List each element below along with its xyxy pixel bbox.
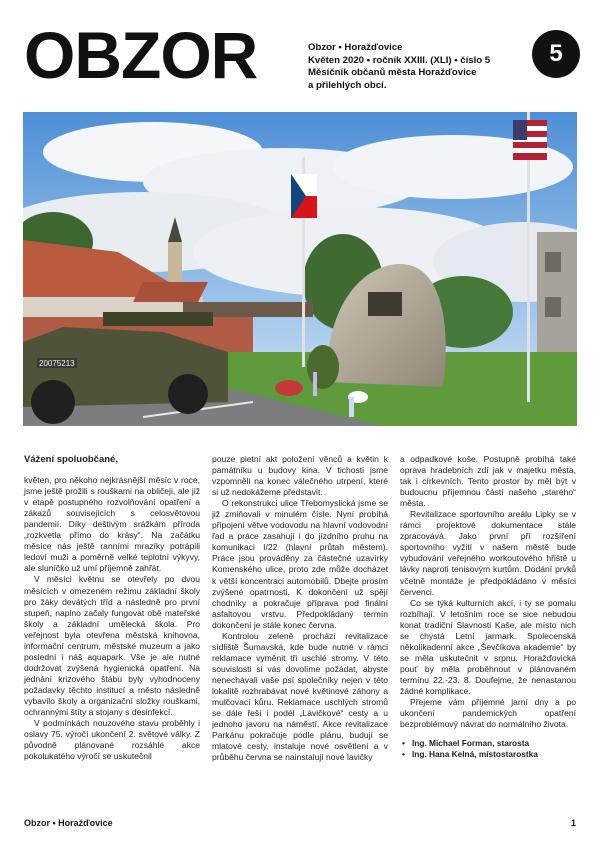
signature-mayor: • Ing. Michael Forman, starosta bbox=[400, 738, 576, 749]
logo: OBZOR bbox=[24, 18, 258, 92]
page-footer bbox=[24, 818, 576, 828]
jeep-plate: 20075213 bbox=[39, 359, 75, 368]
masthead-meta bbox=[308, 42, 490, 92]
paragraph: O rekonstrukci ulice Třebomyslická jsme se již zmiňovali v minulém čísle. Nyní probíhá připojení větve vodovodu na hlavní vodovodní řad a práce zasahují i do jízdního pruhu na komunikaci I/22 (hlavní průtah městem). Práce jsou prováděny za částečné uzavírky Komenského ulice, proto zde může docházet k větší koncentraci automobilů. Dbejte prosím zvýšené opatrnosti. K dokončení už spějí chodníky a pokračuje příprava pod finální asfaltovou vrstvu. Předpokládaný termín dokončení je stále konec června. bbox=[212, 498, 388, 630]
meta-line-4: a přilehlých obcí. bbox=[308, 79, 387, 91]
meta-line-2: Květen 2020 • ročník XXIII. (XLI) • číslo 5 bbox=[308, 54, 491, 66]
paragraph: Kontrolou zeleně prochází revitalizace sídliště Šumavská, kde bude nutné v rámci reklamace vyměnit tři uschlé stromy. V této souvislosti si vás dovolíme požádat, abyste nenechávali vaše psí společníky nejen v této lokalitě rozhrabávat nové květinové záhony a mulčovací kůru. Reklamace uschlých stromů se dále řeší i podél „Lávičkové“ cesty a u jednoho javoru na náměstí. Akce revitalizace Parkánu pokračuje podle plánu, budují se mlatové cesty, instaluje nové osvětlení a v průběhu června se nainstalují nové lavičky bbox=[212, 630, 388, 763]
meta-line-3: Měsíčník občanů města Horažďovice bbox=[308, 67, 477, 78]
footer-publication: Obzor • Horažďovice bbox=[24, 818, 113, 828]
article-column-3 bbox=[400, 454, 576, 760]
cover-photo bbox=[23, 112, 577, 426]
signature-deputy-mayor: • Ing. Hana Kelná, místostarostka bbox=[400, 749, 576, 760]
article-column-1 bbox=[24, 454, 200, 762]
paragraph: Přejeme vám příjemné jarní dny a po ukončení pandemických opatření bezproblémový návrat do normálního života. bbox=[400, 697, 576, 730]
greeting: Vážení spoluobčané, bbox=[24, 454, 118, 465]
page-number: 1 bbox=[570, 818, 576, 828]
paragraph: pouze pietní akt položení věnců a květin k památníku u budovy kina. V tichosti jsme vzpomněli na konec válečného utrpení, které si už nedokážeme představit. bbox=[212, 454, 388, 498]
paragraph: a odpadkové koše. Postupně probíhá také oprava hradebních zdí jak v majetku města, tak i církevních. Tento prostor by měl být v budoucnu příjemnou částí našeho „starého“ města. bbox=[400, 454, 576, 509]
article-column-2 bbox=[212, 454, 388, 763]
paragraph: Co se týká kulturních akcí, i ty se pomalu rozbíhají. V letošním roce se sice nebudou konat tradiční Slavnosti Kaše, ale místo nich se chystá Letní jarmark. Spolecenská několikadenní akce „Ševčíkova akademie“ by se měla uskutečnit v srpnu. Horažďovická pouť by měla proběhnout v plánovaném termínu 22.-23. 8. Doufejme, že nenastanou žádné komplikace. bbox=[400, 597, 576, 696]
meta-line-1: Obzor • Horažďovice bbox=[308, 42, 403, 53]
paragraph: V podmínkách nouzového stavu proběhly i oslavy 75. výročí ukončení 2. světové války. Z původně plánované rozsáhlé akce pokolukatého výročí se uskutečnil bbox=[24, 718, 200, 762]
paragraph: V měsíci květnu se otevřely po dvou měsících v omezeném režimu základní školy pro žáky devátých tříd a následně pro první stupeň, naplno začaly fungovat obě mateřské školy a základní umělecká škola. Pro veřejnost byla otevřena městská knihovna, informační centrum, městské muzeum a jako poslední i náš aquapark. Vše je ale nutné dodržovat zvýšená hygienická opatření. Na jednání krizového štábu byly vyhodnoceny požadavky těchto institucí a město následně vybavilo školy a organizační složky rouškami, ochrannými štíty a stojany s desinfekcí. bbox=[24, 574, 200, 718]
signatures bbox=[400, 738, 576, 760]
issue-number-badge: 5 bbox=[532, 30, 580, 78]
paragraph: květen, pro někoho nejkrásnější měsíc v roce, jsme ještě prožili s rouškami na obličeji, ale již v etapě postupného rozvolňování opatření a zákazů souvisejících s celosvětovou pandemií. Díky deštivým srážkám příroda „rozkvetla přímo do krásy“. Na začátku měsíce nás ještě ranními mrazíky potrápili ledoví muži a poměrně velké teplotní výkyvy, ale sluníčko už umí příjemně zahřát. bbox=[24, 475, 200, 574]
paragraph: Revitalizace sportovního areálu Lipky se v rámci projektové dokumentace stále zpracovává. Jako první při rozšíření sportovního vyžití v našem městě bude vybudování veřejného workoutového hřiště u lávky naproti tenisovým kurtům. Dodání prvků včetně montáže je předpokládáno v měsíci červenci. bbox=[400, 509, 576, 597]
masthead bbox=[24, 18, 580, 92]
